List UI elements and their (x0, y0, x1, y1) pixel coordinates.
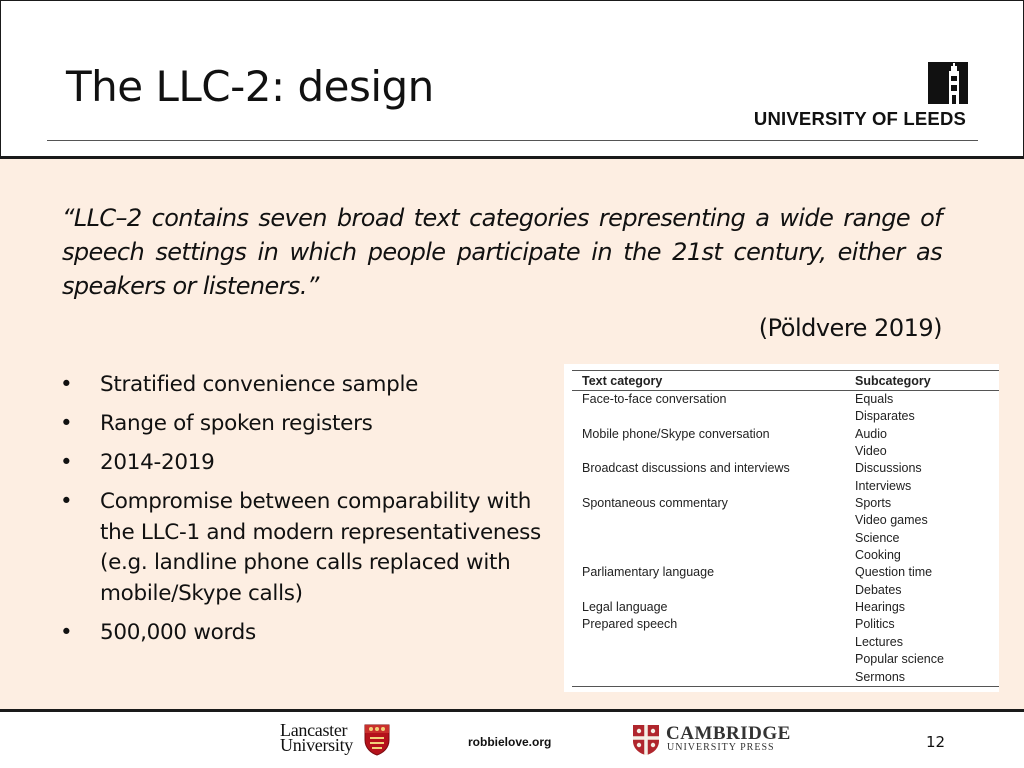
bullet-dot-icon: • (60, 489, 73, 514)
category-cell (572, 530, 845, 547)
cambridge-university-press-logo (632, 723, 791, 758)
table-header-row (572, 371, 999, 391)
category-cell: Mobile phone/Skype conversation (582, 426, 770, 441)
table-body (572, 391, 999, 687)
table-row (572, 616, 999, 633)
subcategory-cell: Equals (855, 392, 894, 406)
subcategory-cell: Popular science (855, 652, 944, 667)
quote-citation: (Pöldvere 2019) (758, 314, 942, 342)
table-row (572, 443, 999, 460)
text-category-table (564, 364, 999, 692)
page-number: 12 (926, 733, 946, 751)
category-cell (572, 443, 845, 460)
subcategory-cell: Lectures (855, 634, 903, 649)
category-cell: Legal language (582, 600, 668, 615)
subcategory-cell: Sports (855, 496, 892, 511)
cambridge-shield-icon (632, 724, 660, 756)
subcategory-cell: Hearings (855, 600, 906, 615)
table-row (572, 408, 999, 425)
quote-text: “LLC–2 contains seven broad text categories representing a wide range of speech settings in which people participate in the 21st century, either as speakers or listeners.” (62, 204, 942, 300)
category-cell (572, 669, 845, 687)
bullet-item (60, 448, 550, 479)
subcategory-cell: Discussions (855, 461, 922, 476)
lancaster-university-logo (280, 722, 392, 760)
header-divider (47, 140, 978, 141)
table-row (572, 599, 999, 616)
table-row (572, 651, 999, 668)
subcategory-cell: Debates (855, 582, 902, 597)
subcategory-cell: Sermons (845, 669, 999, 687)
bullet-item (60, 487, 550, 609)
bullet-text: 500,000 words (100, 619, 256, 645)
table-row (572, 547, 999, 564)
category-cell: Face-to-face conversation (582, 392, 727, 406)
category-cell: Parliamentary language (582, 565, 715, 580)
university-of-leeds-logo (748, 62, 972, 132)
bullet-list (60, 370, 550, 657)
lancaster-logo-line1: Lancaster (280, 720, 348, 740)
subcategory-cell: Cooking (855, 548, 901, 563)
table-row (572, 564, 999, 581)
table-row (572, 530, 999, 547)
lancaster-shield-icon (364, 724, 390, 756)
header-text-category: Text category (572, 371, 845, 391)
category-cell (572, 408, 845, 425)
table-row (572, 460, 999, 477)
table-row (572, 478, 999, 495)
slide-title: The LLC-2: design (66, 62, 434, 111)
site-url: robbielove.org (468, 735, 552, 749)
bullet-dot-icon: • (60, 450, 73, 475)
category-cell: Broadcast discussions and interviews (582, 461, 790, 476)
cambridge-logo-line1: CAMBRIDGE (666, 723, 791, 744)
category-cell (572, 651, 845, 668)
bullet-dot-icon: • (60, 411, 73, 436)
bullet-text: 2014-2019 (100, 450, 215, 475)
header-subcategory: Subcategory (845, 371, 999, 391)
bullet-text: Compromise between comparability with the LLC-1 and modern representativeness (e.g. landline phone calls replaced with mobile/Skype calls) (100, 489, 541, 606)
bullet-item (60, 618, 550, 649)
category-cell: Spontaneous commentary (582, 496, 728, 511)
table-row (572, 495, 999, 512)
cambridge-logo-line2: UNIVERSITY PRESS (667, 742, 775, 753)
table-row (572, 634, 999, 651)
bullet-text: Range of spoken registers (100, 411, 373, 436)
category-cell (572, 634, 845, 651)
table-row (572, 582, 999, 599)
bullet-dot-icon: • (60, 619, 73, 645)
subcategory-cell: Politics (855, 617, 895, 632)
table-row (572, 426, 999, 443)
subcategory-cell: Audio (855, 426, 887, 441)
bullet-item (60, 409, 550, 440)
lancaster-logo-line2: University (280, 735, 353, 755)
bullet-text: Stratified convenience sample (100, 372, 419, 397)
leeds-tower-icon (928, 62, 968, 104)
table-row (572, 669, 999, 687)
category-table (572, 370, 999, 687)
category-cell (572, 512, 845, 529)
table-row (572, 391, 999, 409)
subcategory-cell: Disparates (855, 409, 915, 424)
subcategory-cell: Video (855, 444, 887, 459)
category-cell: Prepared speech (582, 617, 678, 632)
bullet-item (60, 370, 550, 401)
subcategory-cell: Question time (855, 565, 933, 580)
table-row (572, 512, 999, 529)
category-cell (572, 547, 845, 564)
category-cell (572, 478, 845, 495)
leeds-logo-text: UNIVERSITY OF LEEDS (753, 108, 967, 129)
subcategory-cell: Interviews (855, 478, 912, 493)
category-cell (572, 582, 845, 599)
bullet-dot-icon: • (60, 372, 73, 397)
subcategory-cell: Video games (855, 513, 928, 528)
subcategory-cell: Science (855, 530, 900, 545)
